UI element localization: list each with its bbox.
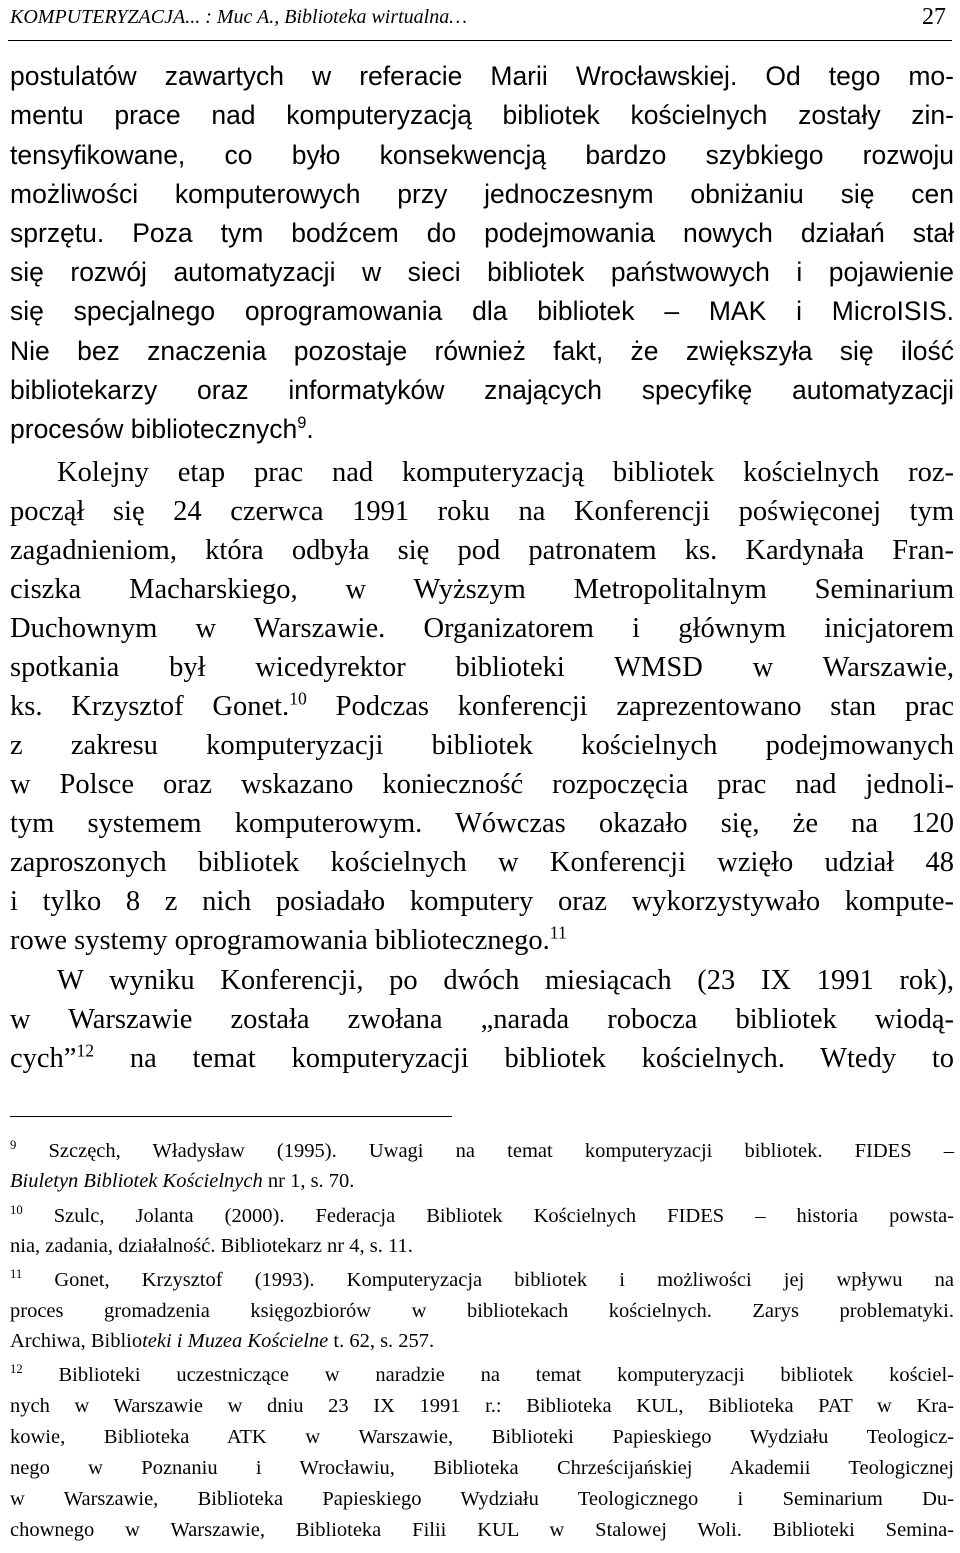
body-text-run: . [306,414,314,444]
footnote-line [10,1166,954,1196]
footnote-10 [10,1201,954,1231]
body-line: Duchownym w Warszawie. Organizatorem i głównym inicjatorem [10,613,954,644]
footnote-number: 9 [10,1138,17,1153]
footnote-line: nia, zadania, działalność. Bibliotekarz nr 4, s. 11. [10,1235,413,1257]
footnote-line: chownego w Warszawie, Biblioteka Filii KUL w Stalowej Woli. Biblioteki Semina- [10,1519,954,1541]
body-line: W wyniku Konferencji, po dwóch miesiącach (23 IX 1991 rok), [57,965,954,996]
footnote-line [10,1326,954,1356]
body-line [10,1039,954,1079]
footnote-line: proces gromadzenia księgozbiorów w bibliotekach kościelnych. Zarys problematyki. [10,1300,954,1322]
footnote-ref-12: 12 [76,1040,95,1061]
footnote-text: Szulc, Jolanta (2000). Federacja Bibliotek Kościelnych FIDES – historia powsta- [22,1205,954,1227]
footnote-12 [10,1360,954,1390]
body-line [10,921,954,961]
body-text-run: ks. Krzysztof Gonet. [10,691,290,722]
body-line: spotkania był wicedyrektor biblioteki WMSD w Warszawie, [10,652,954,683]
footnote-separator [10,1116,452,1117]
body-line: się rozwój automatyzacji w sieci bibliotek państwowych i pojawienie [10,257,954,287]
body-line: zaproszonych bibliotek kościelnych w Konferencji wzięło udział 48 [10,847,954,878]
body-line: możliwości komputerowych przy jednoczesnym obniżaniu się cen [10,179,954,209]
running-title: KOMPUTERYZACJA... : Muc A., Biblioteka wirtualna… [10,6,468,28]
footnote-9 [10,1136,954,1166]
footnote-line: nego w Poznaniu i Wrocławiu, Biblioteka Chrześcijańskiej Akademii Teologicznej [10,1457,954,1479]
footnote-line: w Warszawie, Biblioteka Papieskiego Wydziału Teologicznego i Seminarium Du- [10,1488,954,1510]
body-line: tensyfikowane, co było konsekwencją bardzo szybkiego rozwoju [10,140,954,170]
body-line: sprzętu. Poza tym bodźcem do podejmowania nowych działań stał [10,218,954,248]
footnote-text: t. 62, s. 257. [328,1330,435,1352]
page-number: 27 [922,4,946,30]
body-line: Nie bez znaczenia pozostaje również fakt, że zwiększyła się ilość [10,336,954,366]
footnote-11 [10,1265,954,1295]
body-line: z zakresu komputeryzacji bibliotek kościelnych podejmowanych [10,730,954,761]
body-line: tym systemem komputerowym. Wówczas okazało się, że na 120 [10,808,954,839]
body-line: ciszka Macharskiego, w Wyższym Metropolitalnym Seminarium [10,574,954,605]
body-line: Kolejny etap prac nad komputeryzacją bibliotek kościelnych roz- [57,457,954,488]
footnote-text: Szczęch, Władysław (1995). Uwagi na temat komputeryzacji bibliotek. FIDES – [16,1140,954,1162]
footnote-text: Archiwa, Biblio [10,1330,143,1352]
footnote-number: 10 [10,1203,23,1218]
body-line: zagadnieniom, która odbyła się pod patronatem ks. Kardynała Fran- [10,535,954,566]
body-text-run: Podczas konferencji zaprezentowano stan prac [306,691,954,722]
footnote-line: nych w Warszawie w dniu 23 IX 1991 r.: Biblioteka KUL, Biblioteka PAT w Kra- [10,1395,954,1417]
body-text-run: cych” [10,1043,77,1074]
footnote-text: Gonet, Krzysztof (1993). Komputeryzacja bibliotek i możliwości jej wpływu na [22,1269,954,1291]
body-line [10,687,954,727]
footnote-ref-11: 11 [549,922,567,943]
body-line: się specjalnego oprogramowania dla bibliotek – MAK i MicroISIS. [10,296,954,326]
body-line: mentu prace nad komputeryzacją bibliotek kościelnych zostały zin- [10,100,954,130]
body-line: postulatów zawartych w referacie Marii Wrocławskiej. Od tego mo- [10,61,954,91]
footnote-ref-10: 10 [289,688,307,709]
body-line: w Polsce oraz wskazano konieczność rozpoczęcia prac nad jednoli- [10,769,954,800]
journal-title: Biuletyn Bibliotek Kościelnych [10,1170,263,1192]
footnote-text: Biblioteki uczestniczące w naradzie na temat komputeryzacji bibliotek kościel- [22,1364,954,1386]
body-line: i tylko 8 z nich posiadało komputery oraz wykorzystywało kompute- [10,886,954,917]
body-line: bibliotekarzy oraz informatyków znających specyfikę automatyzacji [10,375,954,405]
body-text-run: procesów bibliotecznych [10,414,298,444]
body-text-run: rowe systemy oprogramowania bibliotecznego. [10,925,550,956]
running-header [8,0,952,41]
body-line: począł się 24 czerwca 1991 roku na Konferencji poświęconej tym [10,496,954,527]
body-text-run: na temat komputeryzacji bibliotek kościelnych. Wtedy to [94,1043,954,1074]
body-line [10,409,954,449]
footnote-line: kowie, Biblioteka ATK w Warszawie, Biblioteki Papieskiego Wydziału Teologicz- [10,1426,954,1448]
body-line: w Warszawie została zwołana „narada robocza bibliotek wiodą- [10,1004,954,1035]
footnote-text: nr 1, s. 70. [262,1170,355,1192]
footnote-ref-9: 9 [297,414,307,433]
footnote-number: 11 [10,1267,23,1282]
journal-title: teki i Muzea Kościelne [142,1330,329,1352]
footnote-number: 12 [10,1362,23,1377]
